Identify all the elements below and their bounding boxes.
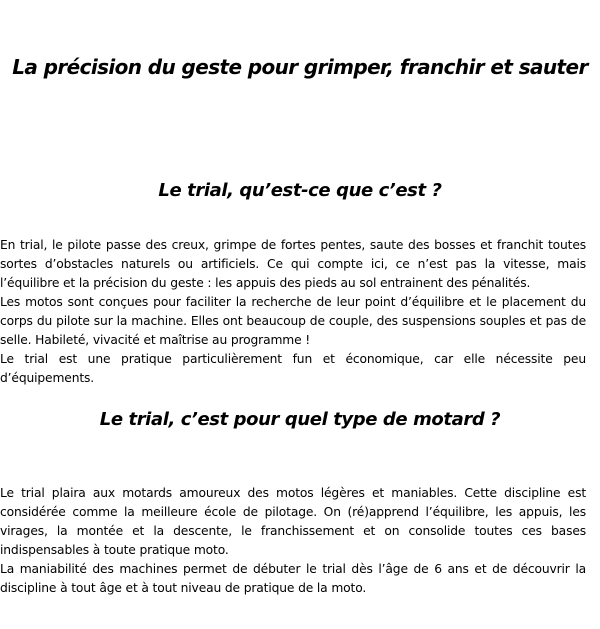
paragraph: En trial, le pilote passe des creux, grimpe de fortes pentes, saute des bosses et franchit toutes sortes d’obstacles naturels ou artificiels. Ce qui compte ici, ce n’est pas la vitesse, mais l’équilibre et la précision du geste : les appuis des pieds au sol entrainent des pénalités.: [0, 238, 586, 290]
page-title: La précision du geste pour grimper, franchir et sauter: [12, 55, 588, 79]
paragraph: Le trial plaira aux motards amoureux des motos légères et maniables. Cette discipline est considérée comme la meilleure école de pilotage. On (ré)apprend l’équilibre, les appuis, les virages, la montée et la descente, le franchissement et on consolide toutes ces bases indispensables à toute pratique moto.: [0, 486, 586, 557]
section-body-what-is-trial: [0, 236, 586, 388]
paragraph: La maniabilité des machines permet de débuter le trial dès l’âge de 6 ans et de découvrir la discipline à tout âge et à tout niveau de pratique de la moto.: [0, 562, 586, 595]
section-heading-for-whom: Le trial, c’est pour quel type de motard ?: [99, 409, 501, 430]
paragraph: Le trial est une pratique particulièrement fun et économique, car elle nécessite peu d’équipements.: [0, 352, 586, 385]
section-body-for-whom: [0, 484, 586, 598]
paragraph: Les motos sont conçues pour faciliter la recherche de leur point d’équilibre et le placement du corps du pilote sur la machine. Elles ont beaucoup de couple, des suspensions souples et pas de selle. Habileté, vivacité et maîtrise au programme !: [0, 295, 586, 347]
section-heading-what-is-trial: Le trial, qu’est-ce que c’est ?: [158, 180, 442, 201]
